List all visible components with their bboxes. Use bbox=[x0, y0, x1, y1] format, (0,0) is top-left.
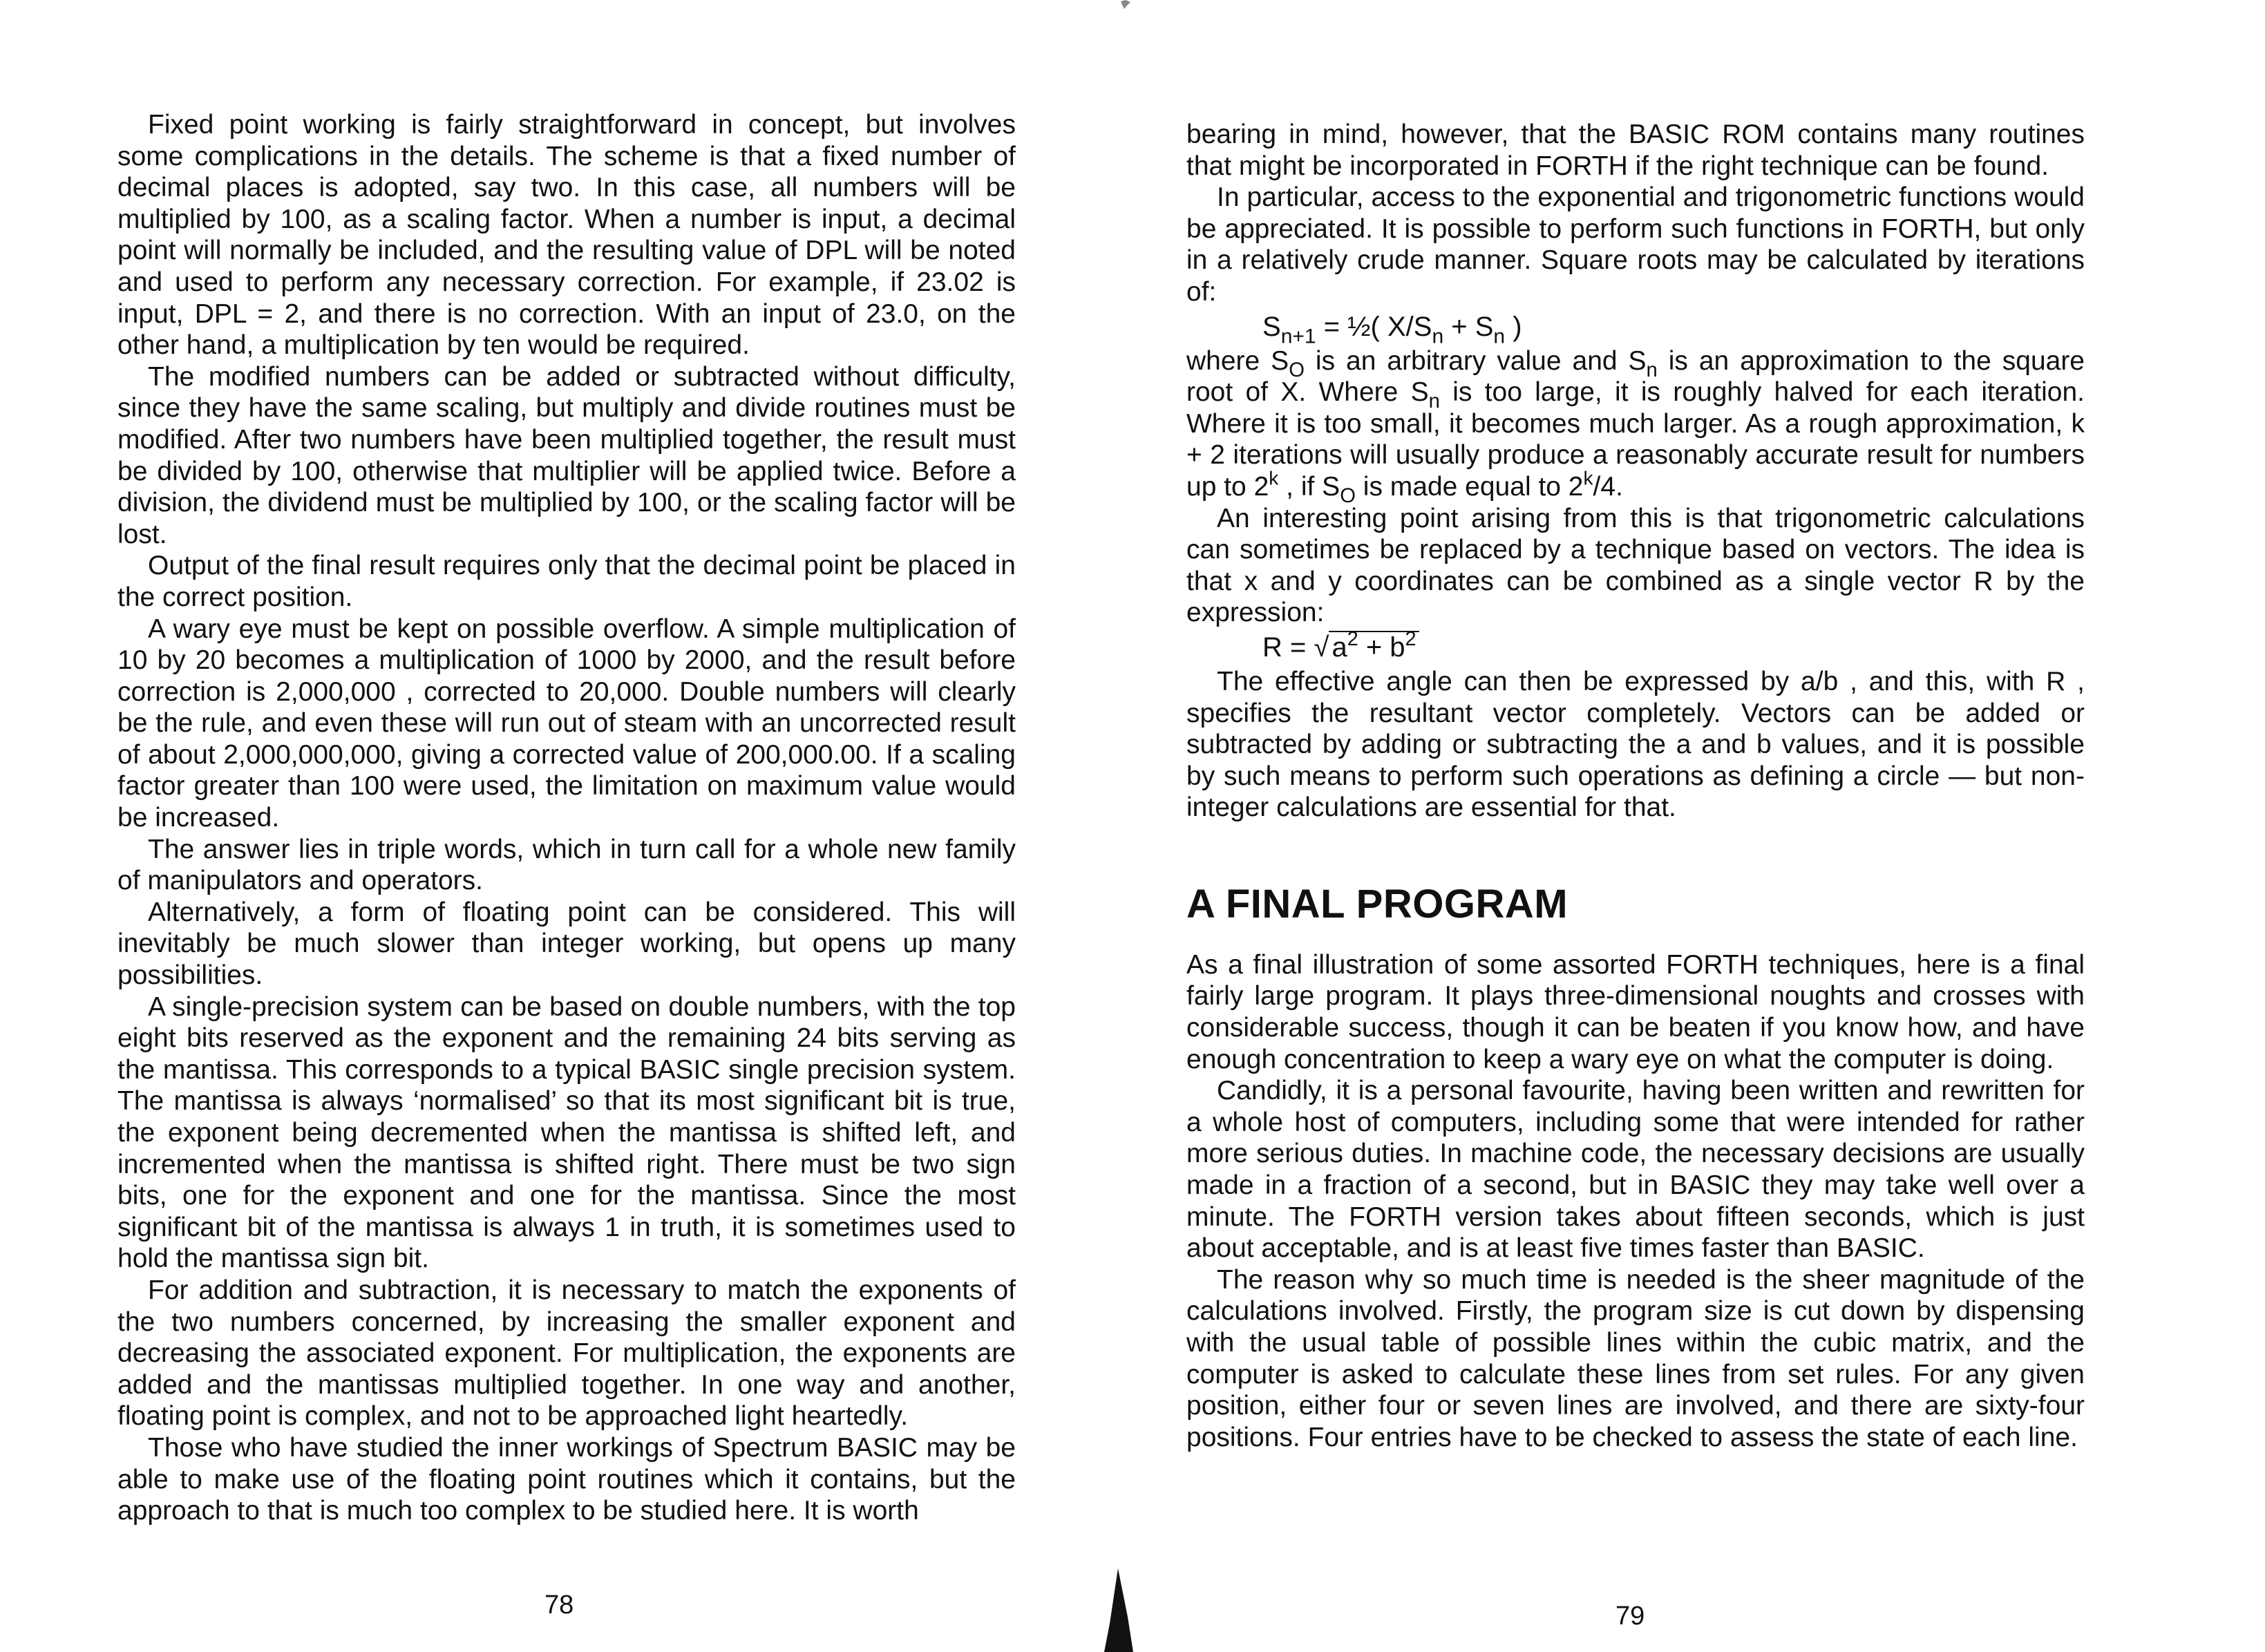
subscript: n bbox=[1646, 359, 1658, 381]
paragraph: A single-precision system can be based on double numbers, with the top eight bits reserved as the exponent and the remaining 24 bits serving as the mantissa. This corresponds to a typical BASIC single precision system. The mantissa is always ‘normalised’ so that its most significant bit is true, the exponent being decremented when the mantissa is shifted left, and incremented when the mantissa is shifted right. There must be two sign bits, one for the exponent and one for the mantissa. Since the most significant bit of the mantissa is always 1 in truth, it is sometimes used to hold the mantissa sign bit. bbox=[117, 991, 1016, 1274]
paragraph: Alternatively, a form of floating point can be considered. This will inevitably be much slower than integer working, but opens up many possibilities. bbox=[117, 897, 1016, 991]
paragraph: Output of the final result requires only that the decimal point be placed in the correct position. bbox=[117, 551, 1016, 612]
page-number: 78 bbox=[544, 1591, 574, 1620]
radical-sign: √ bbox=[1314, 632, 1329, 663]
formula-text: a bbox=[1331, 632, 1347, 663]
superscript: 2 bbox=[1347, 628, 1358, 651]
formula-text: ) bbox=[1505, 311, 1522, 342]
formula-text: = ½( X/S bbox=[1316, 311, 1432, 342]
section-heading: A FINAL PROGRAM bbox=[1186, 881, 1569, 927]
paragraph: The reason why so much time is needed is the sheer magnitude of the calculations involved. Firstly, the program size is cut down by dispensing with the usual table of possible lines within the cubic matrix, and the computer is asked to calculate these lines from set rules. For any given position, either four or seven lines are involved, and there are sixty-four positions. Four entries have to be checked to assess the state of each line. bbox=[1186, 1264, 2085, 1452]
paragraph: In particular, access to the exponential and trigonometric functions would be appreciated. It is possible to perform such functions in FORTH, but only in a relatively crude manner. Square roots may be calculated by iterations of: bbox=[1186, 182, 2085, 307]
paragraph: bearing in mind, however, that the BASIC ROM contains many routines that might be incorporated in FORTH if the right technique can be found. bbox=[1186, 120, 2085, 181]
paragraph: An interesting point arising from this is that trigonometric calculations can sometimes be replaced by a technique based on vectors. The idea is that x and y coordinates can be combined as a single vector R by the expression: bbox=[1186, 503, 2085, 628]
text-run: is an arbitrary value and S bbox=[1304, 345, 1647, 376]
formula-text: + S bbox=[1443, 311, 1494, 342]
paragraph: The effective angle can then be expressed by a/b , and this, with R , specifies the resultant vector completely. Vectors can be added or subtracted by adding or subtracting the a and b values, and it is possible by such means to perform such operations as defining a circle — but non-integer calculations are essential for that. bbox=[1186, 666, 2085, 823]
book-spine-shadow bbox=[1104, 1568, 1135, 1652]
formula-text: S bbox=[1262, 311, 1281, 342]
paragraph bbox=[1186, 345, 2085, 508]
page-number: 79 bbox=[1615, 1602, 1645, 1631]
subscript: O bbox=[1289, 359, 1305, 381]
paragraph: Candidly, it is a personal favourite, having been written and rewritten for a whole host of computers, including some that were intended for rather more serious duties. In machine code, the necessary decisions are usually made in a fraction of a second, but in BASIC they may take well over a minute. The FORTH version takes about fifteen seconds, which is just about acceptable, and is at least five times faster than BASIC. bbox=[1186, 1076, 2085, 1264]
right-page-text-column bbox=[1186, 119, 2085, 1453]
subscript: O bbox=[1340, 485, 1356, 508]
paragraph: The answer lies in triple words, which in turn call for a whole new family of manipulators and operators. bbox=[117, 834, 1016, 896]
right-page bbox=[1132, 0, 2265, 1652]
paragraph: The modified numbers can be added or subtracted without difficulty, since they have the same scaling, but multiply and divide routines must be modified. After two numbers have been multiplied together, the result must be divided by 100, otherwise that multiplier will be applied twice. Before a division, the dividend must be multiplied by 100, or the scaling factor will be lost. bbox=[117, 361, 1016, 549]
paragraph: As a final illustration of some assorted FORTH techniques, here is a final fairly large program. It plays three-dimensional noughts and crosses with considerable success, though it can be beaten if you know how, and have enough concentration to keep a wary eye on what the computer is doing. bbox=[1186, 949, 2085, 1074]
formula-text: = bbox=[1282, 632, 1314, 663]
superscript: 2 bbox=[1405, 628, 1416, 651]
superscript: k bbox=[1269, 467, 1279, 489]
scan-speck bbox=[1119, 0, 1132, 10]
formula-text: R bbox=[1262, 632, 1282, 663]
radicand bbox=[1329, 628, 1419, 663]
paragraph: A wary eye must be kept on possible overflow. A simple multiplication of 10 by 20 becomes a multiplication of 1000 by 2000, and the result before correction is 2,000,000 , corrected to 20,000. Double numbers will clearly be the rule, and even these will run out of steam with an uncorrected result of about 2,000,000,000, giving a corrected value of 200,000.00. If a scaling factor greater than 100 were used, the limitation on maximum value would be increased. bbox=[117, 614, 1016, 833]
text-run: , if S bbox=[1278, 471, 1340, 502]
paragraph: Those who have studied the inner workings of Spectrum BASIC may be able to make use of the floating point routines which it contains, but the approach to that is much too complex to be studied here. It is worth bbox=[117, 1432, 1016, 1526]
iteration-formula bbox=[1262, 310, 2085, 348]
text-run: is made equal to 2 bbox=[1355, 471, 1584, 502]
formula-text: + b bbox=[1358, 632, 1405, 663]
left-page-text-column bbox=[117, 109, 1016, 1527]
text-run: where S bbox=[1186, 345, 1289, 376]
subscript: n bbox=[1428, 390, 1440, 413]
superscript: k bbox=[1583, 467, 1593, 489]
text-run: /4. bbox=[1593, 471, 1623, 502]
formula-subscript: n bbox=[1493, 325, 1506, 348]
formula-subscript: n+1 bbox=[1280, 325, 1316, 348]
text-run: is too large, it is roughly halved for each iteration. Where it is too small, it becomes much larger. As a rough approximation, k + 2 iterations will usually produce a reasonably accurate result for numbers up to 2 bbox=[1186, 377, 2085, 502]
left-page bbox=[0, 0, 1106, 1652]
formula-subscript: n bbox=[1432, 325, 1444, 348]
vector-formula bbox=[1262, 630, 2085, 665]
paragraph: Fixed point working is fairly straightforward in concept, but involves some complications in the details. The scheme is that a fixed number of decimal places is adopted, say two. In this case, all numbers will be multiplied by 100, as a scaling factor. When a number is input, a decimal point will normally be included, and the resulting value of DPL will be noted and used to perform any necessary correction. For example, if 23.02 is input, DPL = 2, and there is no correction. With an input of 23.0, on the other hand, a multiplication by ten would be required. bbox=[117, 110, 1016, 361]
paragraph: For addition and subtraction, it is necessary to match the exponents of the two numbers concerned, by increasing the smaller exponent and decreasing the associated exponent. For multiplication, the exponents are added and the mantissas multiplied together. In one way and another, floating point is complex, and not to be approached light heartedly. bbox=[117, 1275, 1016, 1432]
text-run: is an approximation to the square root of X. Where S bbox=[1186, 345, 2085, 408]
